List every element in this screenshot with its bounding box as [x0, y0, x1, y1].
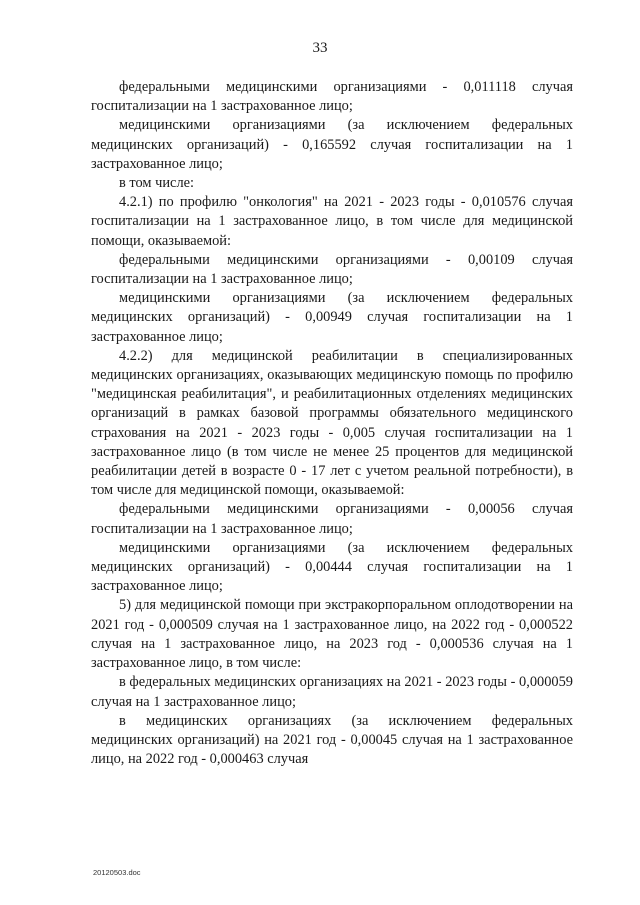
document-body — [91, 78, 573, 769]
paragraph: в федеральных медицинских организациях на 2021 - 2023 годы - 0,000059 случая на 1 застрахованное лицо; — [91, 674, 573, 710]
footer-filename: 20120503.doc — [93, 868, 141, 877]
paragraph: в медицинских организациях (за исключением федеральных медицинских организаций) на 2021 год - 0,00045 случая на 1 застрахованное лицо, на 2022 год - 0,000463 случая — [91, 712, 573, 768]
paragraph: федеральными медицинскими организациями - 0,00109 случая госпитализации на 1 застрахованное лицо; — [91, 251, 573, 288]
paragraph: 4.2.1) по профилю "онкология" на 2021 - 2023 годы - 0,010576 случая госпитализации на 1 застрахованное лицо, в том числе для медицинской помощи, оказываемой: — [91, 194, 573, 249]
paragraph: медицинскими организациями (за исключением федеральных медицинских организаций) - 0,165592 случая госпитализации на 1 застрахованное лицо; — [91, 117, 573, 172]
paragraph: медицинскими организациями (за исключением федеральных медицинских организаций) - 0,00444 случая госпитализации на 1 застрахованное лицо; — [91, 539, 573, 595]
paragraph: 4.2.2) для медицинской реабилитации в специализированных медицинских организациях, оказывающих медицинскую помощь по профилю "медицинская реабилитация", и реабилитационных отделениях медицинских организаций в рамках базовой программы обязательного медицинского страхования на 2021 - 2023 годы - 0,005 случая госпитализации на 1 застрахованное лицо (в том числе не менее 25 процентов для медицинской реабилитации детей в возрасте 0 - 17 лет с учетом реальной потребности), в том числе для медицинской помощи, оказываемой: — [91, 347, 573, 499]
paragraph: федеральными медицинскими организациями - 0,011118 случая госпитализации на 1 застрахованное лицо; — [91, 79, 573, 115]
paragraph: федеральными медицинскими организациями - 0,00056 случая госпитализации на 1 застрахованное лицо; — [91, 501, 573, 537]
paragraph: медицинскими организациями (за исключением федеральных медицинских организаций) - 0,00949 случая госпитализации на 1 застрахованное лицо; — [91, 290, 573, 345]
paragraph: 5) для медицинской помощи при экстракорпоральном оплодотворении на 2021 год - 0,000509 случая на 1 застрахованное лицо, на 2022 год - 0,000522 случая на 1 застрахованное лицо, на 2023 год - 0,000536 случая на 1 застрахованное лицо, в том числе: — [91, 597, 573, 672]
page-number: 33 — [312, 40, 328, 56]
paragraph: в том числе: — [119, 175, 195, 192]
